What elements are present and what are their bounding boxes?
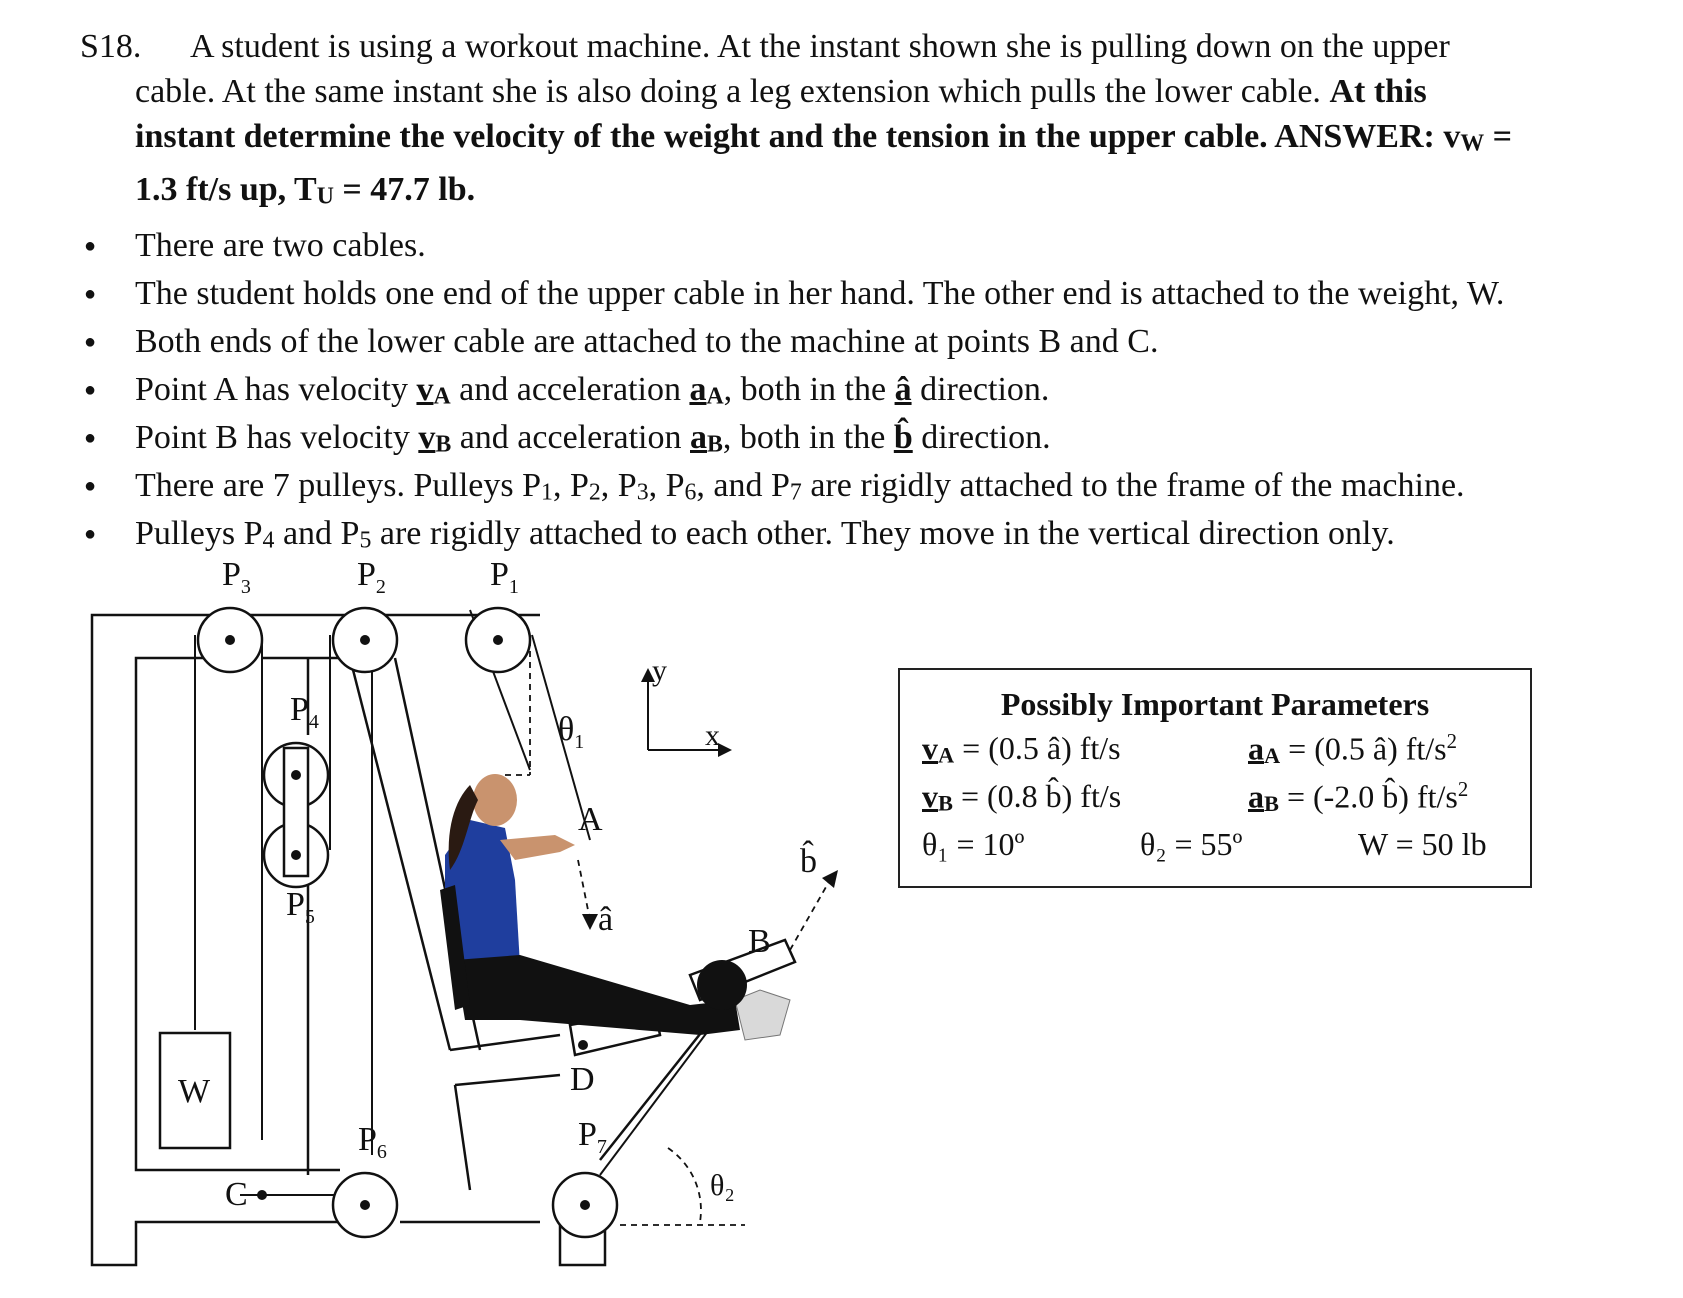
param-theta1: θ₁ = 10º xyxy=(922,826,1025,862)
bullet-item-point-a: ● Point A has velocity vA and acceleration aA, both in the â direction. xyxy=(80,367,1640,415)
label-p1: $P_1$ xyxy=(490,556,519,598)
param-weight: W = 50 lb xyxy=(1358,826,1487,862)
param-aa: aA = (0.5 â) $ft/s^2$ xyxy=(1248,730,1458,768)
parameters-box xyxy=(898,668,1532,888)
param-va: vA = (0.5 â) ft/s xyxy=(922,730,1121,768)
param-vb: vB = (0.8 b̂) ft/s xyxy=(922,778,1122,816)
pulley-p6 xyxy=(333,1173,397,1237)
bullet-item: ● There are two cables. xyxy=(80,223,1640,271)
param-theta2: θ₂ = 55º xyxy=(1140,826,1243,862)
label-point-b: B xyxy=(748,923,771,960)
pulleys xyxy=(198,608,617,1237)
problem-line-3: instant determine the velocity of the weight and the tension in the upper cable. ANSWER: vW = xyxy=(135,118,1513,157)
pulley-p3 xyxy=(198,608,262,672)
bullet-item-p4-p5: ● Pulleys P4 and P5 are rigidly attached to each other. They move in the vertical direction only. xyxy=(80,511,1640,559)
a-hat-arrow-icon xyxy=(582,914,598,930)
machine-frame xyxy=(92,615,795,1265)
leg-roller-pad xyxy=(697,960,747,1010)
point-c xyxy=(257,1190,267,1200)
student-figure xyxy=(440,774,790,1040)
label-p7: $P_7$ xyxy=(578,1116,607,1158)
bullet-item: ● The student holds one end of the upper cable in her hand. The other end is attached to the weight, W. xyxy=(80,271,1640,319)
label-theta1: $\theta_1$ xyxy=(558,711,585,753)
label-p4: $P_4$ xyxy=(290,691,319,733)
label-a-hat: â xyxy=(598,901,614,938)
student-arm xyxy=(500,835,575,860)
bullet-item: ● Both ends of the lower cable are attached to the machine at points B and C. xyxy=(80,319,1640,367)
problem-intro: A student is using a workout machine. At the instant shown she is pulling down on the upper xyxy=(190,28,1450,65)
label-p2: $P_2$ xyxy=(357,556,386,598)
pulley-p7 xyxy=(553,1173,617,1237)
problem-line-2: cable. At the same instant she is also doing a leg extension which pulls the lower cable. At this xyxy=(135,73,1427,110)
label-theta2: θ₂ xyxy=(710,1169,735,1202)
label-point-d: D xyxy=(570,1061,595,1098)
bullet-item-point-b: ● Point B has velocity vB and acceleration aB, both in the b̂ direction. xyxy=(80,415,1640,463)
label-b-hat: b̂ xyxy=(800,843,817,880)
arrows xyxy=(582,668,838,930)
label-p6: $P_6$ xyxy=(358,1121,387,1163)
parameters-title: Possibly Important Parameters xyxy=(1000,686,1430,722)
student-head xyxy=(473,774,517,826)
bullet-item-pulleys: ● There are 7 pulleys. Pulleys P1, P2, P3, P6, and P7 are rigidly attached to the frame of the machine. xyxy=(80,463,1640,511)
label-point-c: C xyxy=(225,1176,248,1213)
x-axis-arrow-icon xyxy=(718,743,732,757)
problem-number: S18. xyxy=(80,28,142,65)
label-p3: $P_3$ xyxy=(222,556,251,598)
point-d xyxy=(578,1040,588,1050)
pulley-p1 xyxy=(466,608,530,672)
b-hat-arrow-icon xyxy=(822,870,838,888)
problem-line-4: 1.3 ft/s up, TU = 47.7 lb. xyxy=(135,170,476,210)
label-y-axis: y xyxy=(652,654,667,687)
param-ab: aB = (-2.0 b̂) $ft/s^2$ xyxy=(1248,778,1469,816)
pulley-p2 xyxy=(333,608,397,672)
label-x-axis: x xyxy=(705,719,720,752)
label-weight: W xyxy=(178,1073,211,1110)
reference-lines xyxy=(505,640,830,1225)
label-point-a: A xyxy=(578,801,603,838)
label-p5: $P_5$ xyxy=(286,886,315,928)
